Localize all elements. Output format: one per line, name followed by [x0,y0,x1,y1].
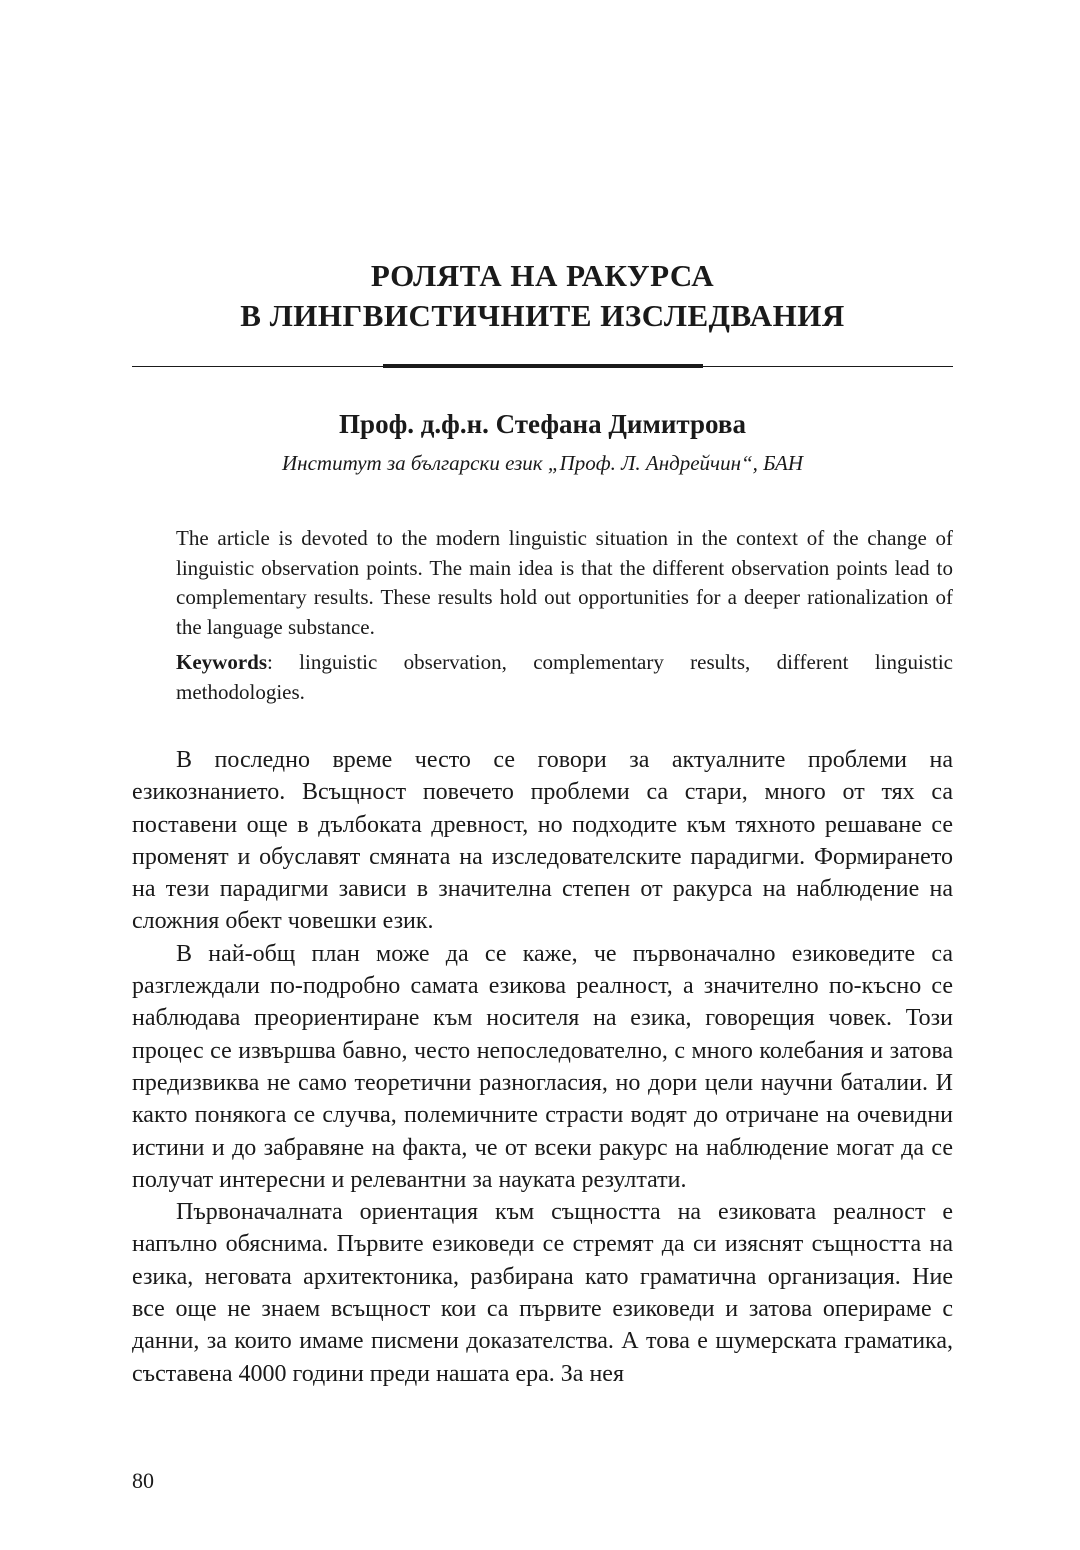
body-paragraph: Първоначалната ориентация към същността на езиковата реалност е напълно обяснима. Първите езиковеди се стремят да си изяснят същността на езика, неговата архитектоника, разбирана като граматична организация. Ние все още не знаем всъщност кои са първите езиковеди и затова оперираме с данни, за които имаме писмени доказателства. А това е шумерската граматика, съставена 4000 години преди нашата ера. За нея [132,1199,953,1387]
article-title [132,256,953,336]
keywords-label: Keywords [176,650,267,674]
author-affiliation: Институт за български език „Проф. Л. Андрейчин“, БАН [282,451,803,475]
keywords-text: : linguistic observation, complementary results, different linguistic methodologies. [176,650,953,704]
author-name: Проф. д.ф.н. Стефана Димитрова [339,409,746,439]
page-number: 80 [132,1468,154,1493]
body-paragraph: В най-общ план може да се каже, че първоначално езиковедите са разглеждали по-подробно самата езикова реалност, а значително по-късно се наблюдава преориентиране към носителя на езика, говорещия човек. Този процес се извършва бавно, често непоследователно, с много колебания и затова предизвиква не само теоретични разногласия, но дори цели научни баталии. И както понякога се случва, полемичните страсти водят до отричане на очевидни истини и до забравяне на факта, че от всеки ракурс на наблюдение могат да се получат интересни и релевантни за науката резултати. [132,940,953,1193]
title-line-2: В ЛИНГВИСТИЧНИТЕ ИЗСЛЕДВАНИЯ [240,298,845,333]
keywords [176,648,953,707]
abstract [176,524,953,707]
title-divider-thick [383,364,703,368]
body-paragraph: В последно време често се говори за актуалните проблеми на езикознанието. Всъщност повечето проблеми са стари, много от тях са поставени още в дълбоката древност, но подходите към тяхното решаване се променят и обуславят смяната на изследователските парадигми. Формирането на тези парадигми зависи в значителна степен от ракурса на наблюдение на сложния обект човешки език. [132,747,953,935]
title-line-1: РОЛЯТА НА РАКУРСА [370,258,715,293]
abstract-text: The article is devoted to the modern linguistic situation in the context of the change of linguistic observation points. The main idea is that the different observation points lead to complementary results. These results hold out opportunities for a deeper rationalization of the language substance. [176,526,953,639]
body-text [132,744,953,1390]
